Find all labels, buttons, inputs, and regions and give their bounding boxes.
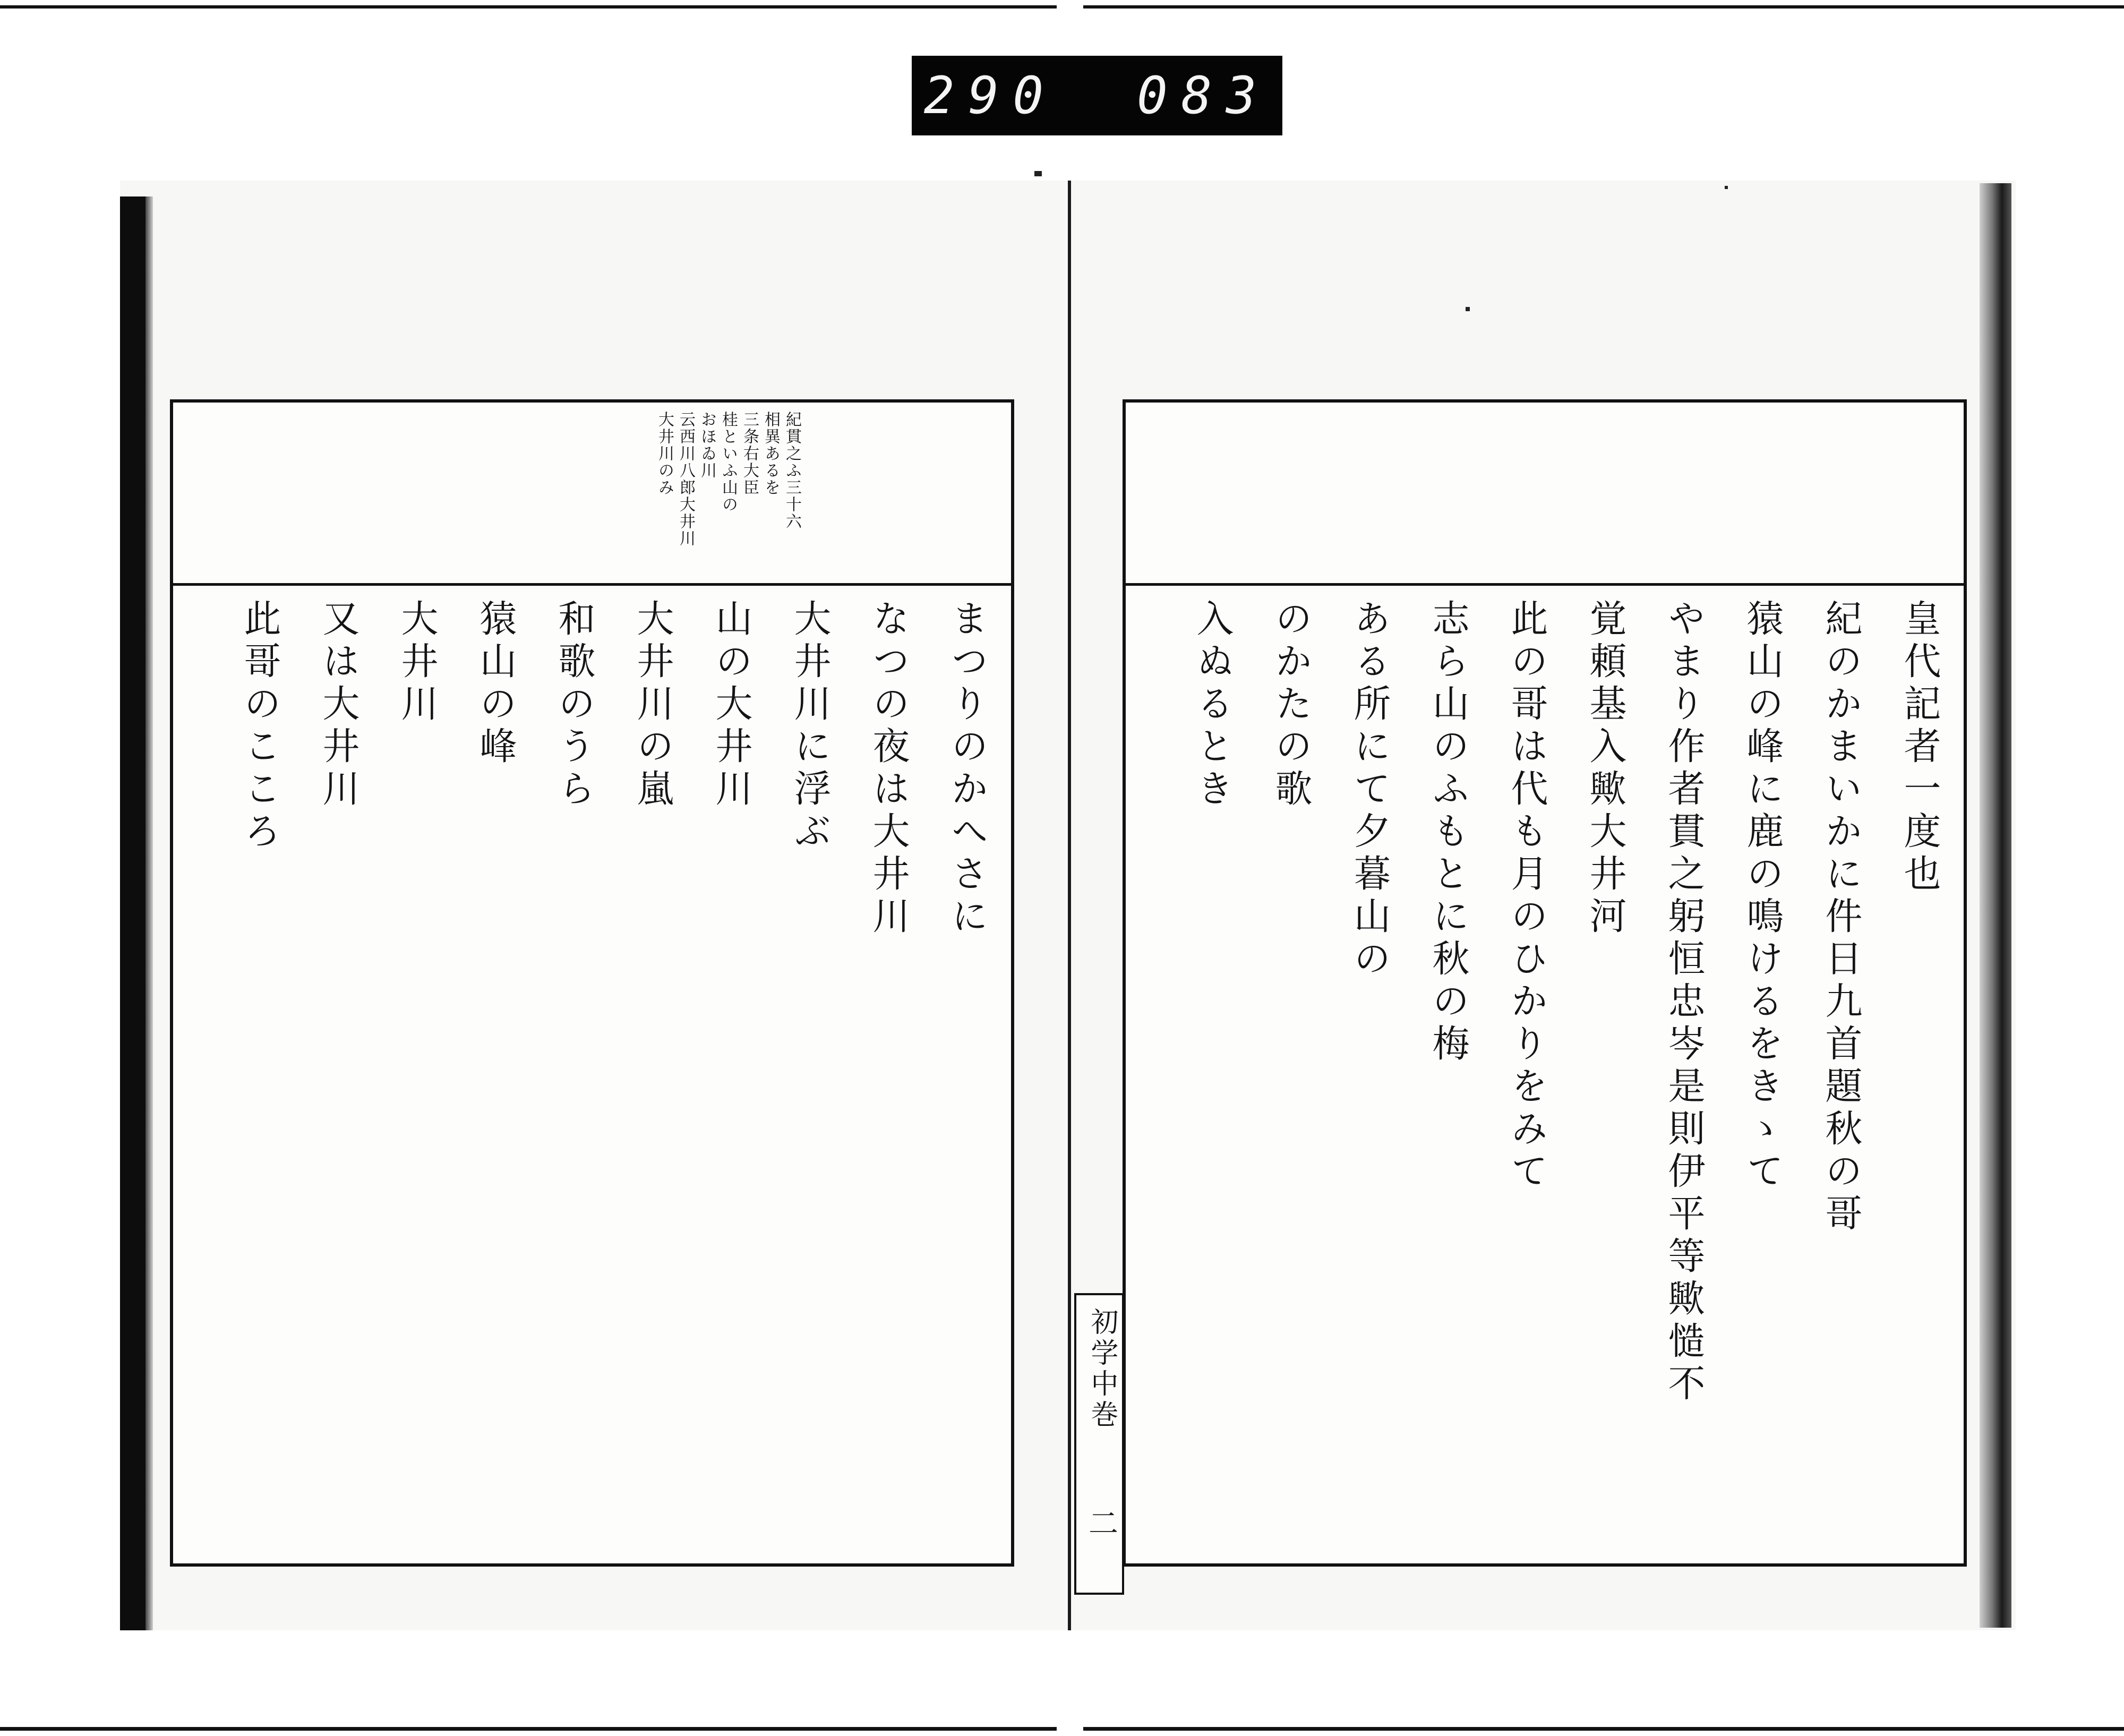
text-column: 和歌のうら — [552, 599, 596, 811]
header-note-line: 紀貫之ふ三十六 — [783, 411, 801, 530]
scan-speck — [1725, 186, 1728, 189]
text-column: 志ら山のふもとに秋の梅 — [1426, 599, 1470, 1066]
running-head-box — [1074, 1293, 1124, 1595]
text-column: 猿山の峰に鹿の鳴けるをきゝて — [1741, 599, 1784, 1194]
running-head-title: 初学中巻 — [1086, 1307, 1118, 1431]
text-column: 又は大井川 — [316, 599, 360, 811]
text-column: 大井川に浮ぶ — [788, 599, 832, 854]
film-frame-number: 083 — [1137, 66, 1271, 125]
left-page-panel — [170, 399, 1014, 1567]
text-column: 山の大井川 — [709, 599, 753, 811]
header-note-line: 三条右大臣 — [740, 411, 759, 496]
book-page-edge-right — [1980, 183, 2011, 1628]
header-note-line: 大井川のみ — [655, 411, 674, 496]
right-header-band — [1126, 403, 1964, 586]
scan-speck — [1466, 307, 1470, 311]
header-note-line: おほゐ川 — [698, 411, 716, 479]
text-column: まつりのかへさに — [945, 599, 989, 939]
text-column: 猿山の峰 — [474, 599, 517, 769]
book-gutter — [1068, 181, 1071, 1630]
text-column: 紀のかまいかに件日九首題秋の哥 — [1819, 599, 1863, 1236]
text-column: なつの夜は大井川 — [867, 599, 910, 939]
page-number: 二 — [1084, 1508, 1118, 1537]
text-column: ある所にて夕暮山の — [1348, 599, 1391, 981]
left-header-band — [173, 403, 1011, 586]
film-reel-number: 290 — [923, 66, 1057, 125]
text-column: 覚頼基入歟大井河 — [1583, 599, 1627, 939]
header-note-line: 桂といふ山の — [719, 411, 738, 513]
text-column: 入ぬるとき — [1191, 599, 1234, 811]
film-bottom-rule-left — [0, 1727, 1057, 1731]
text-column: やまり作者貫之躬恒忠岑是則伊平等歟慥不 — [1662, 599, 1706, 1406]
text-column: 此哥のこころ — [238, 599, 281, 854]
header-note-line: 云西川八郎大井川 — [676, 411, 695, 547]
right-page-panel — [1123, 399, 1967, 1567]
header-note-line: 相異あるを — [761, 411, 780, 496]
scan-speck — [1034, 171, 1042, 176]
text-column: 此の哥は代も月のひかりをみて — [1505, 599, 1548, 1194]
text-column: 大井川の嵐 — [631, 599, 674, 811]
film-top-rule-left — [0, 5, 1057, 8]
film-bottom-rule-right — [1083, 1727, 2124, 1731]
text-column: 大井川 — [395, 599, 439, 726]
text-column: 皇代記者一度也 — [1898, 599, 1941, 896]
book-binding-left — [120, 196, 145, 1630]
microfilm-frame-label — [912, 56, 1282, 135]
film-top-rule-right — [1083, 5, 2124, 8]
text-column: のかたの歌 — [1269, 599, 1313, 811]
